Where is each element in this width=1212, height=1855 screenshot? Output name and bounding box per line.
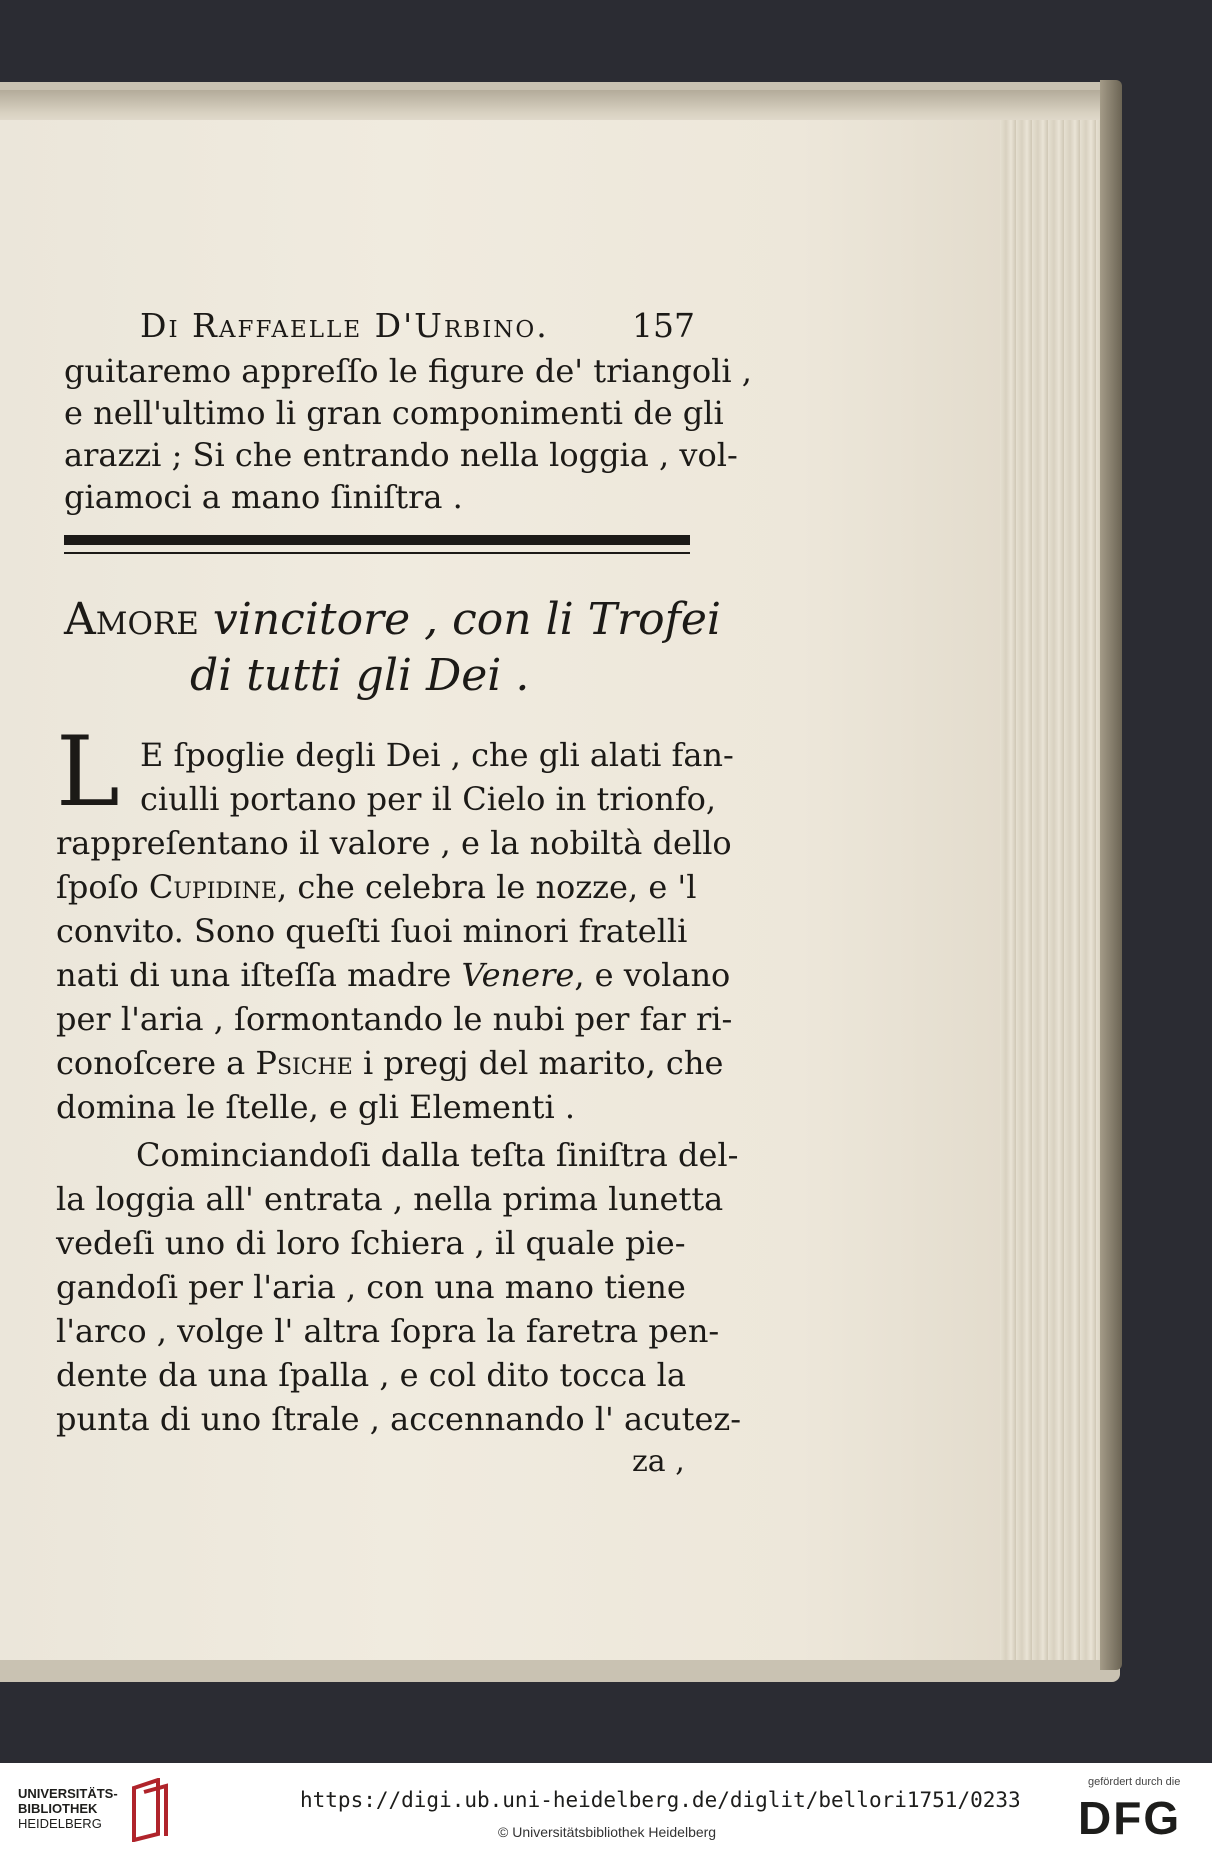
paragraph-line: Cominciandoſi dalla teſta ſiniſtra del- [136, 1136, 739, 1174]
permalink-url[interactable]: https://digi.ub.uni-heidelberg.de/diglit/bellori1751/0233 [300, 1788, 1021, 1812]
text-run: , e volano [574, 956, 731, 994]
paragraph-line: E ſpoglie degli Dei , che gli alati fan- [140, 736, 734, 774]
text-run: ſpoſo [56, 868, 139, 906]
text-run: i pregj del marito, che [362, 1044, 724, 1082]
logo-line: BIBLIOTHEK [18, 1801, 98, 1816]
intro-line: giamoci a mano ſiniſtra . [64, 478, 463, 516]
logo-line: HEIDELBERG [18, 1816, 102, 1831]
name-psiche: Psiche [255, 1044, 353, 1082]
catchword: za , [632, 1444, 685, 1479]
intro-line: arazzi ; Si che entrando nella loggia , vol- [64, 436, 738, 474]
paragraph-line: gandoſi per l'aria , con una mano tiene [56, 1268, 686, 1306]
page-number: 157 [632, 306, 695, 345]
ornamental-rule-thin [64, 552, 690, 554]
title-word: vincitore , [212, 594, 439, 645]
intro-line: guitaremo appreſſo le figure de' triangoli , [64, 352, 752, 390]
text-run: nati di una iſteſſa madre [56, 956, 452, 994]
book-cover-edge [1100, 80, 1122, 1670]
dfg-caption: gefördert durch die [1088, 1776, 1181, 1788]
university-library-logo[interactable] [18, 1786, 118, 1831]
paragraph-line: domina le ſtelle, e gli Elementi . [56, 1088, 576, 1126]
paragraph-line: rappreſentano il valore , e la nobiltà dello [56, 824, 732, 862]
name-cupidine: Cupidine [148, 868, 278, 906]
paragraph-line [56, 956, 730, 994]
running-head: Di Raffaelle D'Urbino. [140, 306, 549, 345]
paragraph-line [56, 1044, 723, 1082]
dfg-logo[interactable]: DFG [1078, 1792, 1182, 1844]
text-run: , che celebra le nozze, e 'l [277, 868, 697, 906]
paragraph-line: convito. Sono queſti ſuoi minori fratelli [56, 912, 688, 950]
paragraph-line: per l'aria , ſormontando le nubi per far ri- [56, 1000, 733, 1038]
paragraph-line: la loggia all' entrata , nella prima lunetta [56, 1180, 724, 1218]
logo-line: UNIVERSITÄTS- [18, 1786, 118, 1801]
paragraph-line: punta di uno ſtrale , accennando l' acutez- [56, 1400, 742, 1438]
intro-line: e nell'ultimo li gran componimenti de gli [64, 394, 724, 432]
section-title [64, 594, 721, 645]
paragraph-line: dente da una ſpalla , e col dito tocca la [56, 1356, 686, 1394]
paragraph-line: ciulli portano per il Cielo in trionfo, [140, 780, 717, 818]
paragraph-line: vedeſi uno di loro ſchiera , il quale pie- [56, 1224, 686, 1262]
text-run: conoſcere a [56, 1044, 246, 1082]
drop-cap: L [56, 716, 120, 828]
paragraph-line [56, 868, 696, 906]
paragraph-line: l'arco , volge l' altra ſopra la faretra pen- [56, 1312, 720, 1350]
title-word: con li Trofei [452, 594, 721, 645]
name-venere: Venere [461, 956, 575, 994]
section-title-line2: di tutti gli Dei . [190, 650, 530, 701]
title-word: Amore [64, 594, 199, 645]
ornamental-rule [64, 535, 690, 545]
library-mark-icon [128, 1778, 172, 1842]
copyright-notice: © Universitätsbibliothek Heidelberg [498, 1824, 717, 1840]
